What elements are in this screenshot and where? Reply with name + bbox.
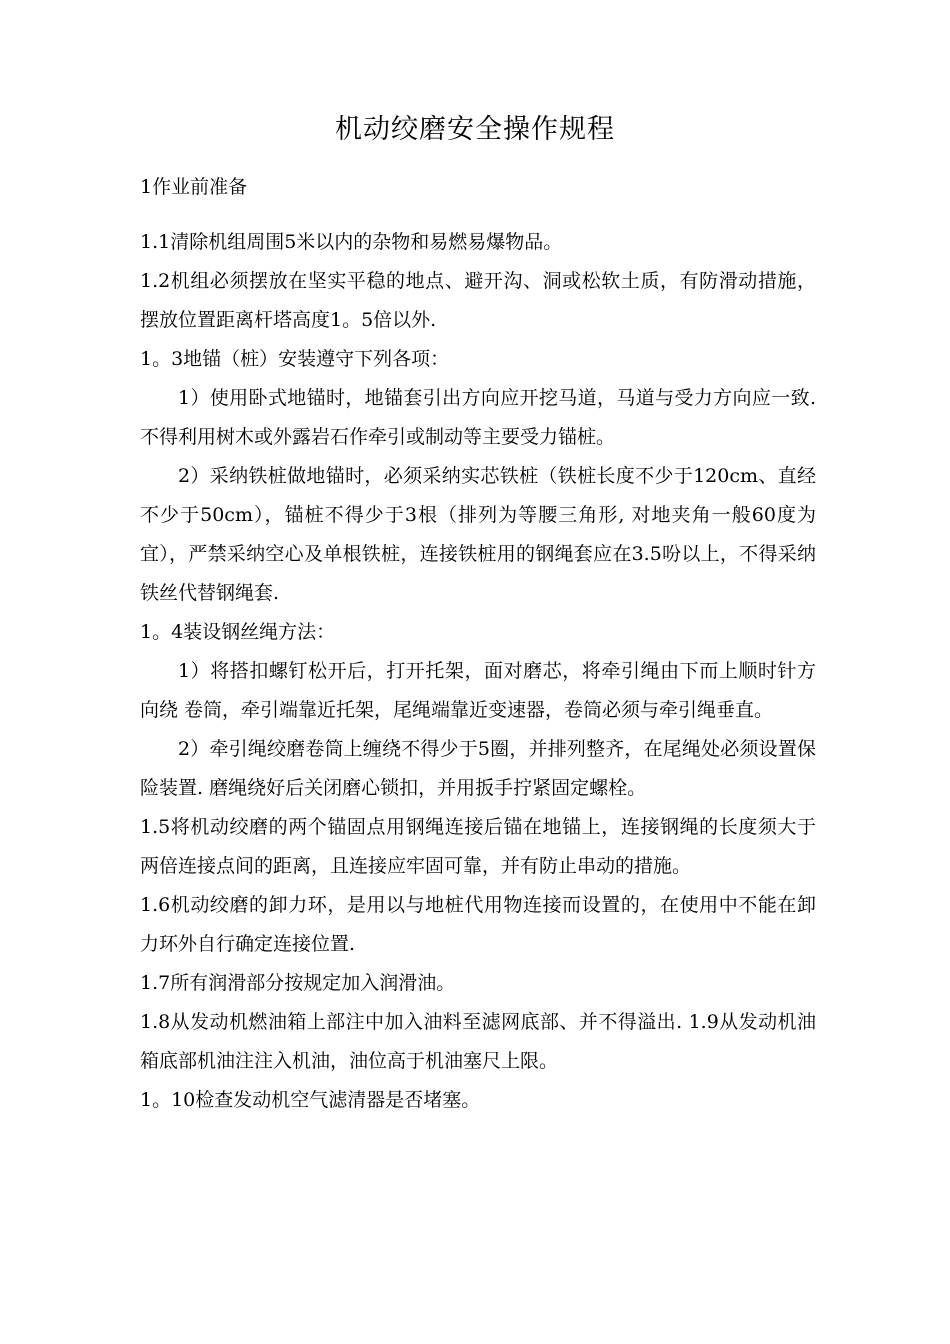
paragraph-1-5: 1.5将机动绞磨的两个锚固点用钢绳连接后锚在地锚上，连接钢绳的长度须大于两倍连接点间的距离，且连接应牢固可靠，并有防止串动的措施。 — [140, 816, 816, 877]
paragraph-1-4: 1。4装设钢丝绳方法： — [140, 621, 336, 643]
paragraph-1-4-item-1: 1）将搭扣螺钉松开后，打开托架，面对磨芯，将牵引绳由下而上顺时针方向绕 卷筒，牵引端靠近托架，尾绳端靠近变速器，卷筒必须与牵引绳垂直。 — [140, 660, 816, 721]
paragraph-1-8: 1.8从发动机燃油箱上部注中加入油料至滤网底部、并不得溢出. 1.9从发动机油箱底部机油注注入机油，油位高于机油塞尺上限。 — [140, 1011, 816, 1072]
section-heading: 1作业前准备 — [140, 176, 248, 198]
paragraph-1-1: 1.1清除机组周围5米以内的杂物和易燃易爆物品。 — [140, 231, 563, 253]
paragraph-1-3-item-2: 2）采纳铁桩做地锚时，必须采纳实芯铁桩（铁桩长度不少于120cm、直经不少于50cm），锚桩不得少于3根（排列为等腰三角形, 对地夹角一般60度为宜），严禁采纳空心及单根铁桩，连接铁桩用的钢绳套应在3.5吩以上，不得采纳铁丝代替钢绳套. — [140, 465, 816, 604]
paragraph-1-7: 1.7所有润滑部分按规定加入润滑油。 — [140, 972, 456, 994]
paragraph-1-6: 1.6机动绞磨的卸力环，是用以与地桩代用物连接而设置的，在使用中不能在卸力环外自行确定连接位置. — [140, 894, 816, 955]
paragraph-1-2: 1.2机组必须摆放在坚实平稳的地点、避开沟、洞或松软土质，有防滑动措施，摆放位置距离杆塔高度1。5倍以外. — [140, 270, 816, 331]
paragraph-1-10: 1。10检查发动机空气滤清器是否堵塞。 — [140, 1089, 481, 1111]
document-title: 机动绞磨安全操作规程 — [335, 114, 615, 145]
paragraph-1-4-item-2: 2）牵引绳绞磨卷筒上缠绕不得少于5圈，并排列整齐，在尾绳处必须设置保险装置. 磨绳绕好后关闭磨心锁扣，并用扳手拧紧固定螺栓。 — [140, 738, 816, 799]
paragraph-1-3: 1。3地锚（桩）安装遵守下列各项： — [140, 348, 450, 370]
paragraph-1-3-item-1: 1）使用卧式地锚时，地锚套引出方向应开挖马道，马道与受力方向应一致. 不得利用树木或外露岩石作牵引或制动等主要受力锚桩。 — [140, 387, 816, 448]
document-body — [140, 168, 816, 1120]
